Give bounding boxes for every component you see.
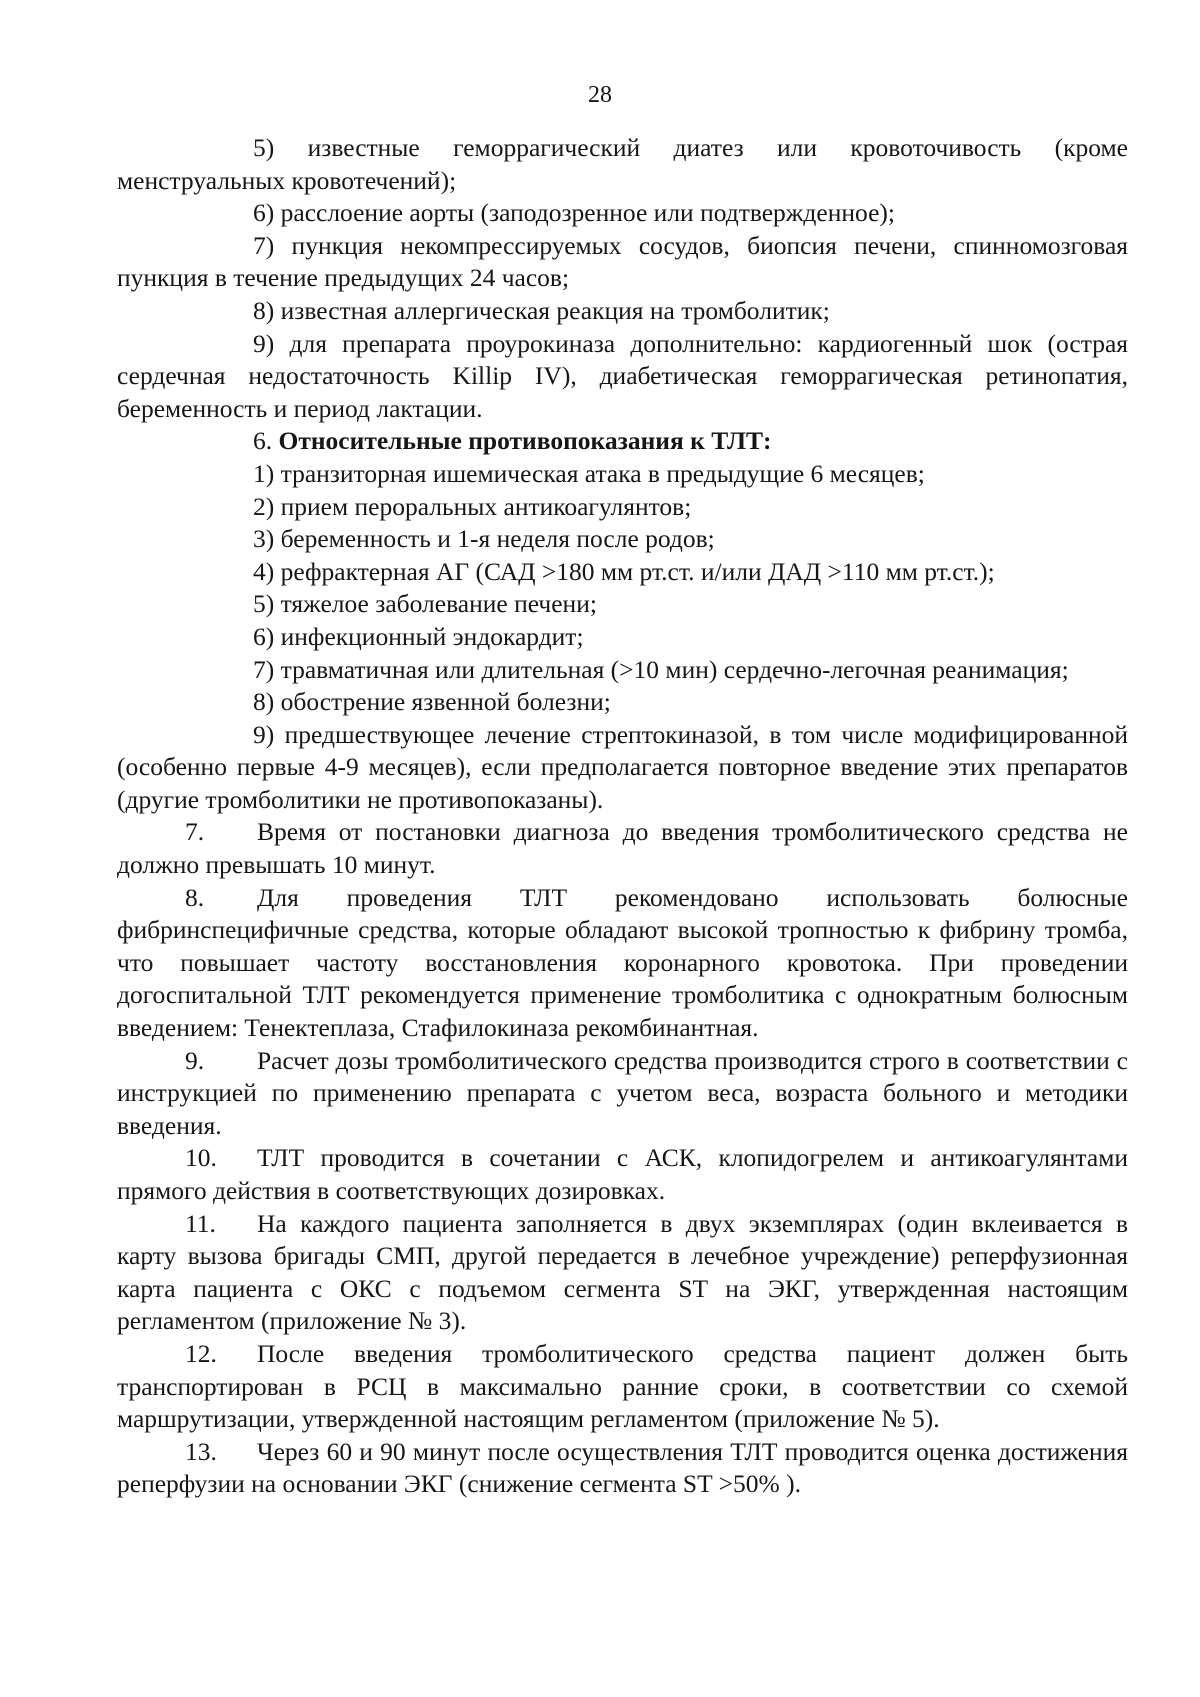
list-item	[117, 719, 1128, 817]
list-item	[117, 654, 1128, 687]
section-number: 7.	[185, 817, 205, 847]
item-text: рефрактерная АГ (САД >180 мм рт.ст. и/или ДАД >110 мм рт.ст.);	[280, 556, 995, 586]
list-item	[117, 132, 1128, 197]
item-number: 2)	[253, 491, 275, 521]
item-text: травматичная или длительная (>10 мин) сердечно-легочная реанимация;	[280, 654, 1069, 684]
item-text: беременность и 1-я неделя после родов;	[280, 524, 715, 554]
item-number: 6)	[253, 198, 275, 228]
list-item	[117, 328, 1128, 426]
section-number: 12.	[185, 1338, 217, 1368]
item-number: 8)	[253, 295, 275, 325]
list-item	[117, 230, 1128, 295]
section-heading-text: Относительные противопоказания к ТЛТ:	[278, 426, 772, 456]
item-number: 9)	[253, 719, 275, 749]
list-item	[117, 491, 1128, 524]
item-text: тяжелое заболевание печени;	[280, 589, 597, 619]
list-item	[117, 588, 1128, 621]
item-text: расслоение аорты (заподозренное или подтвержденное);	[280, 198, 895, 228]
item-text: для препарата проурокиназа дополнительно: кардиогенный шок (острая сердечная недостаточность Killip IV), диабетическая геморрагическая ретинопатия, беременность и период лактации.	[117, 328, 1129, 423]
item-text: транзиторная ишемическая атака в предыдущие 6 месяцев;	[280, 458, 925, 488]
section-text: Для проведения ТЛТ рекомендовано использовать болюсные фибринспецифичные средства, которые обладают высокой тропностью к фибрину тромба, что повышает частоту восстановления коронарного кровотока. При проведении догоспитальной ТЛТ рекомендуется применение тромболитика с однократным болюсным введением: Тенектеплаза, Стафилокиназа рекомбинантная.	[117, 882, 1128, 1043]
section-paragraph	[117, 816, 1128, 881]
section-text: Расчет дозы тромболитического средства производится строго в соответствии с инструкцией по применению препарата с учетом веса, возраста больного и методики введения.	[117, 1045, 1128, 1140]
section-paragraph	[117, 882, 1128, 1045]
section-paragraph	[117, 1436, 1128, 1501]
item-number: 7)	[253, 230, 275, 260]
section-number: 13.	[185, 1436, 217, 1466]
item-text: обострение язвенной болезни;	[280, 687, 611, 717]
section-paragraph	[117, 1338, 1128, 1436]
section-number: 8.	[185, 882, 205, 912]
section-paragraph	[117, 1045, 1128, 1143]
item-number: 3)	[253, 524, 275, 554]
item-number: 5)	[253, 589, 275, 619]
item-text: инфекционный эндокардит;	[280, 621, 584, 651]
section-number: 11.	[185, 1208, 216, 1238]
item-text: известные геморрагический диатез или кровоточивость (кроме менструальных кровотечений);	[117, 133, 1128, 195]
section-paragraph	[117, 1142, 1128, 1207]
list-item	[117, 686, 1128, 719]
item-number: 9)	[253, 328, 275, 358]
section-number: 9.	[185, 1045, 205, 1075]
list-item	[117, 197, 1128, 230]
section-paragraph	[117, 1208, 1128, 1338]
section-text: Время от постановки диагноза до введения тромболитического средства не должно превышать 10 минут.	[117, 817, 1128, 880]
section-heading	[117, 425, 1128, 458]
page-number: 28	[588, 82, 612, 108]
section-text: ТЛТ проводится в сочетании с АСК, клопидогрелем и антикоагулянтами прямого действия в соответствующих дозировках.	[117, 1143, 1128, 1205]
section-text: Через 60 и 90 минут после осуществления ТЛТ проводится оценка достижения реперфузии на основании ЭКГ (снижение сегмента ST >50% ).	[117, 1436, 1128, 1499]
list-item	[117, 458, 1128, 491]
item-number: 1)	[253, 458, 275, 488]
item-text: прием пероральных антикоагулянтов;	[280, 491, 692, 521]
section-number: 10.	[185, 1143, 217, 1173]
list-item	[117, 621, 1128, 654]
item-number: 5)	[253, 133, 275, 162]
item-number: 6)	[253, 621, 275, 651]
item-number: 4)	[253, 556, 275, 586]
list-item	[117, 523, 1128, 556]
document-body	[117, 132, 1128, 1501]
item-text: известная аллергическая реакция на тромболитик;	[280, 295, 830, 325]
item-text: предшествующее лечение стрептокиназой, в том числе модифицированной (особенно первые 4-9 месяцев), если предполагается повторное введение этих препаратов (другие тромболитики не противопоказаны).	[117, 719, 1129, 814]
item-text: пункция некомпрессируемых сосудов, биопсия печени, спинномозговая пункция в течение предыдущих 24 часов;	[117, 230, 1129, 293]
section-number: 6.	[253, 426, 273, 456]
list-item	[117, 556, 1128, 589]
item-number: 7)	[253, 654, 275, 684]
section-text: На каждого пациента заполняется в двух экземплярах (один вклеивается в карту вызова бригады СМП, другой передается в лечебное учреждение) реперфузионная карта пациента с ОКС с подъемом сегмента ST на ЭКГ, утвержденная настоящим регламентом (приложение № 3).	[117, 1208, 1128, 1336]
item-number: 8)	[253, 687, 275, 717]
section-text: После введения тромболитического средства пациент должен быть транспортирован в РСЦ в максимально ранние сроки, в соответствии со схемой маршрутизации, утвержденной настоящим регламентом (приложение № 5).	[117, 1338, 1128, 1434]
list-item	[117, 295, 1128, 328]
